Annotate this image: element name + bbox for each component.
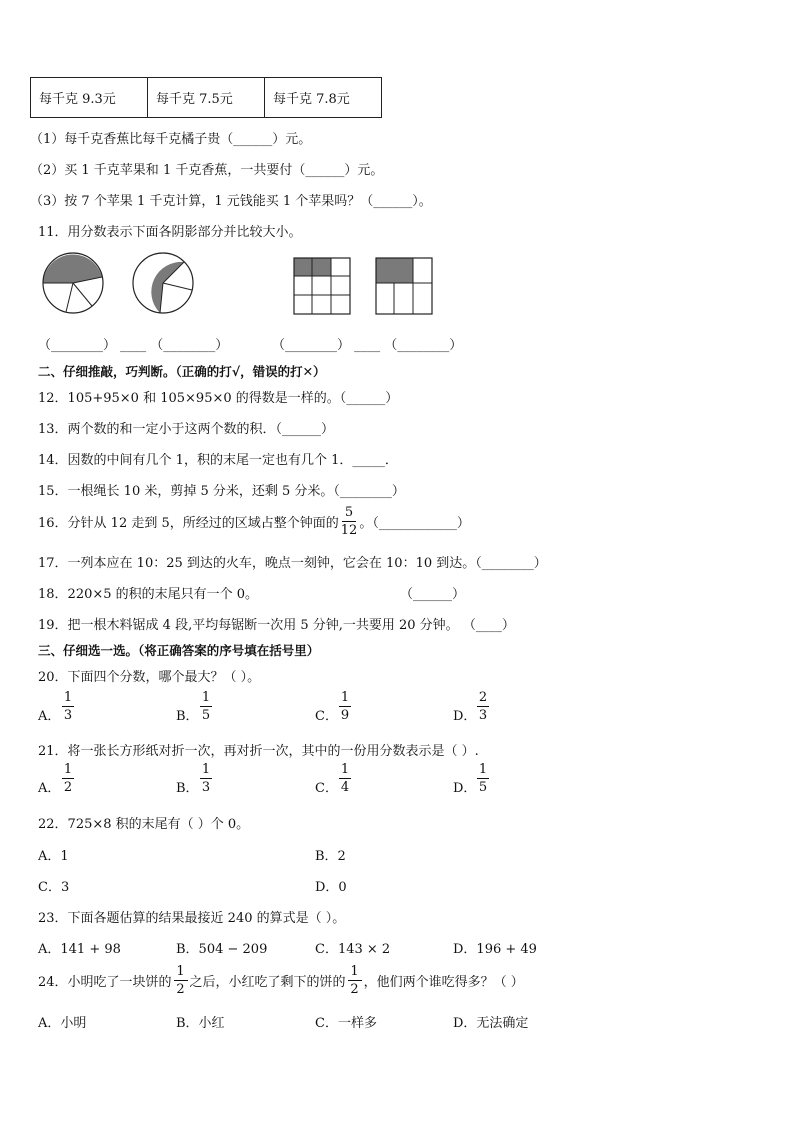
q21-d-denominator: 5	[478, 780, 488, 795]
sub-question-2: （2）买 1 千克苹果和 1 千克香蕉，一共要付（______）元。	[30, 163, 384, 178]
q24-option-c: C．一样多	[315, 1016, 377, 1031]
q21-a-denominator: 2	[63, 780, 73, 795]
q22-option-d: D．0	[315, 880, 347, 895]
q11-answer-right: （________） ____ （________）	[272, 338, 463, 353]
q20-a-numerator: 1	[63, 690, 73, 705]
q21-option-d-fraction	[477, 762, 489, 795]
q21-option-c-label: C．	[315, 781, 338, 796]
q21-option-b-fraction	[200, 762, 212, 795]
q22-option-b: B．2	[315, 849, 346, 864]
q21-b-denominator: 3	[201, 780, 211, 795]
q11-grid-1	[293, 257, 351, 315]
q24-fraction-1	[174, 964, 188, 997]
sub-question-3: （3）按 7 个苹果 1 千克计算，1 元钱能买 1 个苹果吗？（______）。	[30, 194, 432, 209]
q21-c-denominator: 4	[340, 780, 350, 795]
q21-option-c-fraction	[339, 762, 351, 795]
q18: 18．220×5 的积的末尾只有一个 0。	[38, 587, 259, 602]
q21-b-numerator: 1	[201, 762, 211, 777]
q20-option-b-fraction	[200, 690, 212, 723]
q21-c-numerator: 1	[340, 762, 350, 777]
q20-b-denominator: 5	[201, 708, 211, 723]
q19: 19．把一根木料锯成 4 段,平均每锯断一次用 5 分钟,一共要用 20 分钟。 （____）	[38, 618, 515, 633]
q23-option-c: C．143 × 2	[315, 942, 391, 957]
q20-option-b-label: B．	[176, 709, 199, 724]
q11-answer-left: （________） ____ （________）	[38, 338, 229, 353]
q24-denominator-1: 2	[176, 982, 185, 997]
q16-denominator: 12	[340, 523, 358, 538]
q24	[38, 964, 524, 997]
q20-a-denominator: 3	[63, 708, 73, 723]
q22-option-c: C．3	[38, 880, 70, 895]
q11-circle-1	[40, 250, 106, 316]
q20-c-numerator: 1	[340, 690, 350, 705]
q17: 17．一列本应在 10：25 到达的火车，晚点一刻钟，它会在 10：10 到达。（________）	[38, 556, 547, 571]
q20-d-denominator: 3	[478, 708, 488, 723]
q23-option-d: D．196 + 49	[453, 942, 537, 957]
q24-option-a: A．小明	[38, 1016, 87, 1031]
q18-blank: （______）	[400, 587, 466, 602]
q21-a-numerator: 1	[63, 762, 73, 777]
q21: 21．将一张长方形纸对折一次，再对折一次，其中的一份用分数表示是（ ）.	[38, 744, 479, 759]
q20-option-d-label: D．	[453, 709, 477, 724]
q24-numerator-2: 1	[350, 964, 359, 979]
q20-option-c-fraction	[339, 690, 351, 723]
price-table	[30, 77, 382, 118]
q20-d-numerator: 2	[478, 690, 488, 705]
price-cell-2: 每千克 7.5元	[148, 78, 265, 118]
q14: 14．因数的中间有几个 1，积的末尾一定也有几个 1．_____．	[38, 453, 398, 468]
q23-option-a: A．141 + 98	[38, 942, 121, 957]
q21-option-a-fraction	[62, 762, 74, 795]
q20-c-denominator: 9	[340, 708, 350, 723]
q11-text: 11．用分数表示下面各阴影部分并比较大小。	[38, 225, 302, 240]
q21-d-numerator: 1	[478, 762, 488, 777]
q23-option-b: B．504 − 209	[176, 942, 268, 957]
section-2-heading: 二、仔细推敲，巧判断。（正确的打√，错误的打✕）	[38, 364, 326, 379]
q21-option-b-label: B．	[176, 781, 199, 796]
q24-text-part2: 之后，小红吃了剩下的饼的	[189, 975, 346, 990]
q20-option-a-fraction	[62, 690, 74, 723]
q16-numerator: 5	[344, 505, 354, 520]
q23: 23．下面各题估算的结果最接近 240 的算式是（ ）。	[38, 911, 346, 926]
q24-option-d: D．无法确定	[453, 1016, 529, 1031]
q24-text-part1: 24．小明吃了一块饼的	[38, 975, 172, 990]
q16	[38, 505, 470, 538]
q16-fraction	[341, 505, 358, 538]
q21-option-d-label: D．	[453, 781, 477, 796]
q15: 15．一根绳长 10 米，剪掉 5 分米，还剩 5 分米。（________）	[38, 484, 405, 499]
q13: 13．两个数的和一定小于这两个数的积．（______）	[38, 422, 335, 437]
q24-numerator-1: 1	[176, 964, 185, 979]
q11-circle-2	[130, 250, 196, 316]
q20-option-c-label: C．	[315, 709, 338, 724]
price-cell-3: 每千克 7.8元	[265, 78, 382, 118]
q16-blank: 。（____________）	[359, 516, 470, 531]
q11-grid-2	[375, 257, 433, 315]
q24-text-part3: ，他们两个谁吃得多？（ ）	[363, 975, 524, 990]
q24-fraction-2	[348, 964, 362, 997]
q21-option-a-label: A．	[38, 781, 61, 796]
q20: 20．下面四个分数，哪个最大？（ ）。	[38, 670, 261, 685]
q12: 12．105+95×0 和 105×95×0 的得数是一样的。（______）	[38, 391, 399, 406]
q20-option-a-label: A．	[38, 709, 61, 724]
q22-option-a: A．1	[38, 849, 69, 864]
section-3-heading: 三、仔细选一选。（将正确答案的序号填在括号里）	[38, 643, 320, 658]
q24-denominator-2: 2	[350, 982, 359, 997]
price-cell-1: 每千克 9.3元	[31, 78, 148, 118]
q20-option-d-fraction	[477, 690, 489, 723]
q20-b-numerator: 1	[201, 690, 211, 705]
q24-option-b: B．小红	[176, 1016, 225, 1031]
q16-text: 16．分针从 12 走到 5，所经过的区域占整个钟面的	[38, 516, 339, 531]
q22: 22．725×8 积的末尾有（ ）个 0。	[38, 817, 250, 832]
sub-question-1: （1）每千克香蕉比每千克橘子贵（______）元。	[30, 132, 312, 147]
